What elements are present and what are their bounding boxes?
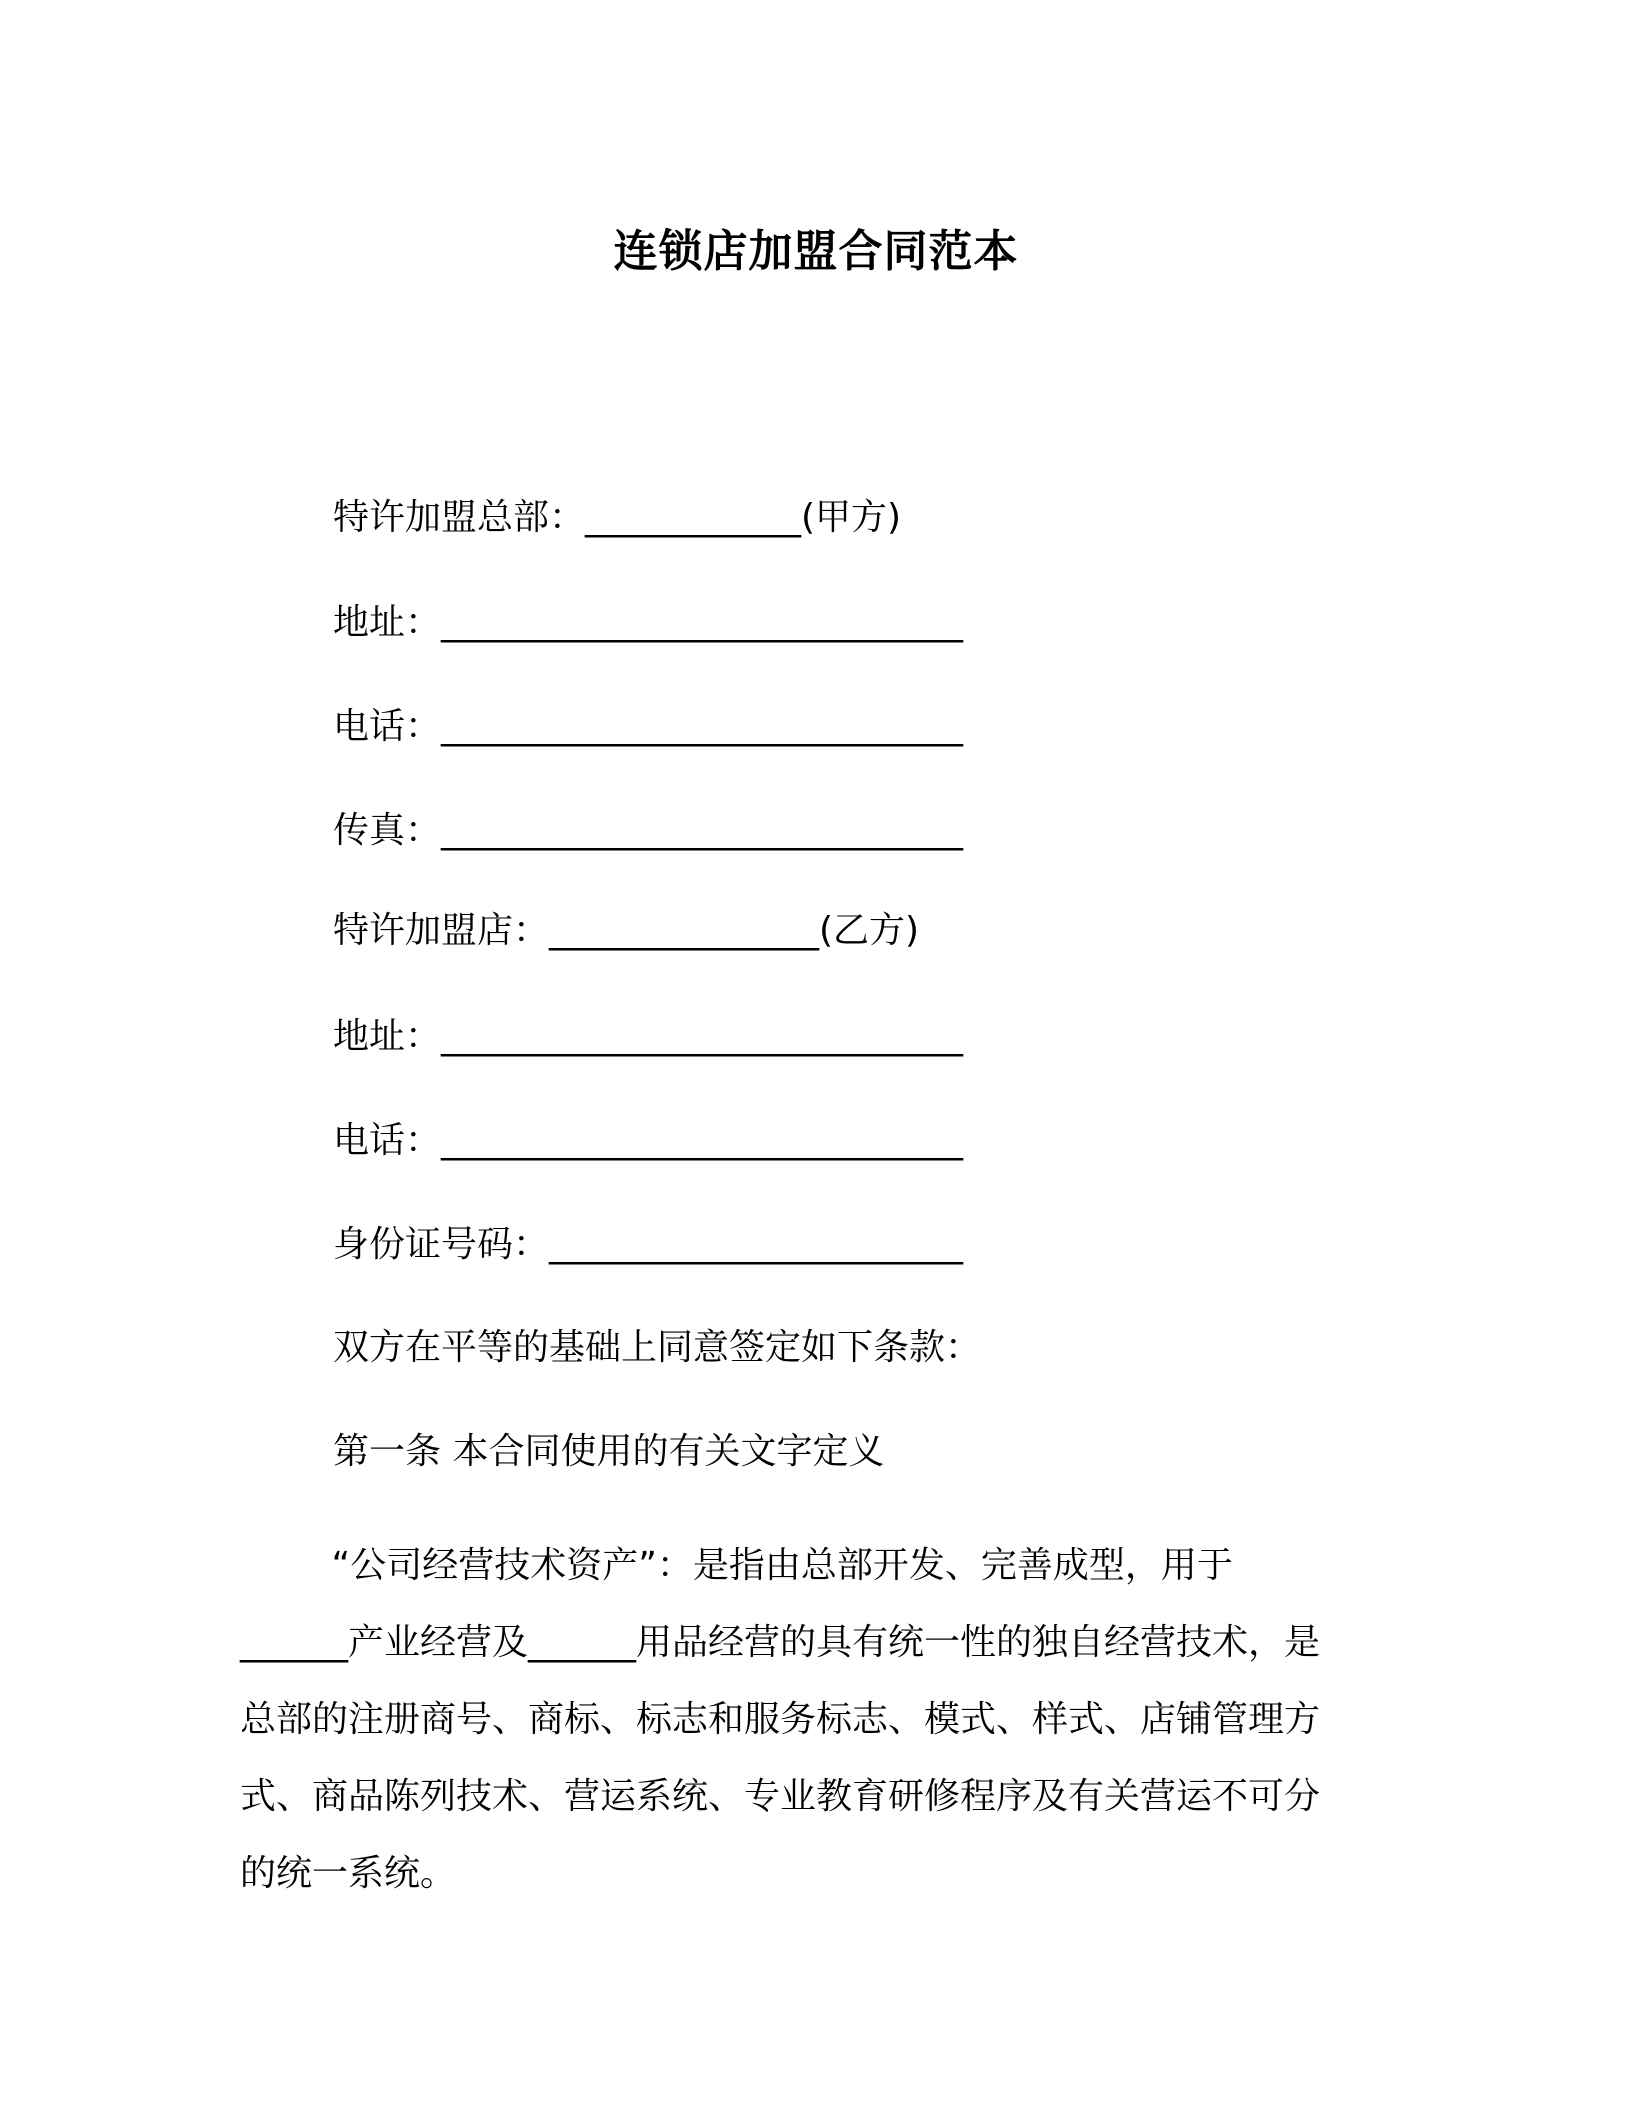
definition-paragraph (240, 1527, 1400, 1912)
party-b-address-line: 地址：_____________________________ (333, 1016, 964, 1057)
document-title: 连锁店加盟合同范本 (613, 226, 1019, 277)
party-a-fax-line: 传真：_____________________________ (333, 810, 964, 851)
party-b-store-line: 特许加盟店：_______________(乙方) (333, 910, 920, 951)
paragraph-line: ______产业经营及______用品经营的具有统一性的独自经营技术，是 (240, 1622, 1321, 1663)
article-1-heading: 第一条 本合同使用的有关文字定义 (333, 1431, 885, 1472)
party-a-address-line: 地址：_____________________________ (333, 602, 964, 643)
party-a-hq-line: 特许加盟总部：____________(甲方) (333, 497, 902, 538)
intro-line: 双方在平等的基础上同意签定如下条款： (333, 1327, 982, 1368)
party-b-id-line: 身份证号码：_______________________ (333, 1224, 964, 1265)
party-a-phone-line: 电话：_____________________________ (333, 706, 964, 747)
party-b-phone-line: 电话：_____________________________ (333, 1120, 964, 1161)
paragraph-line: 的统一系统。 (240, 1853, 457, 1894)
paragraph-line: “公司经营技术资产”：是指由总部开发、完善成型，用于 (240, 1545, 1233, 1586)
paragraph-line: 总部的注册商号、商标、标志和服务标志、模式、样式、店铺管理方 (240, 1699, 1321, 1740)
paragraph-line: 式、商品陈列技术、营运系统、专业教育研修程序及有关营运不可分 (240, 1776, 1321, 1817)
